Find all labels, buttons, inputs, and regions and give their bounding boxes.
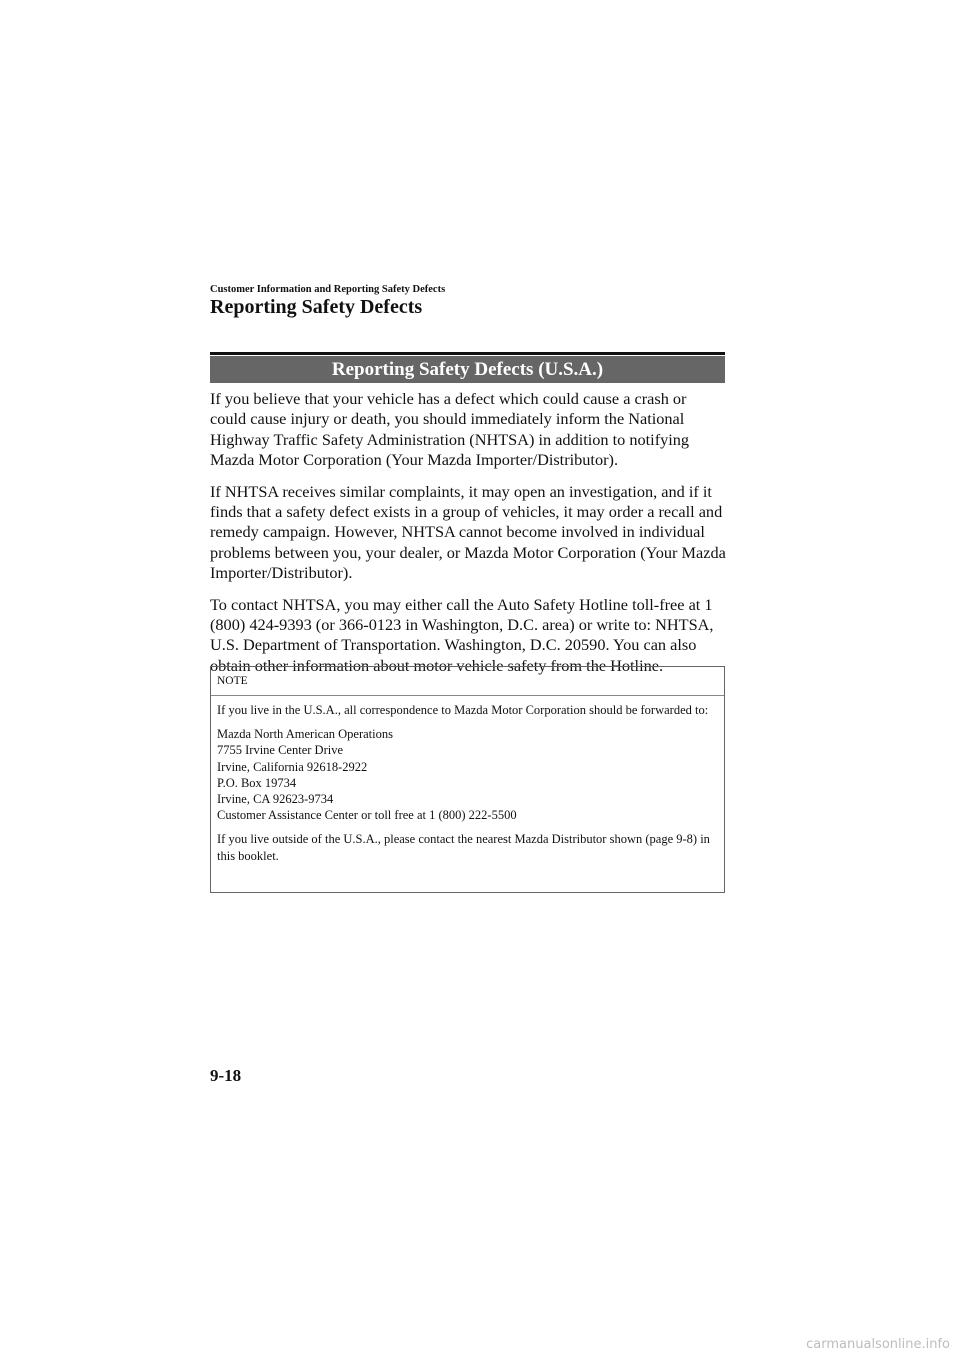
address-line: Irvine, California 92618-2922 [217, 759, 368, 774]
note-box [210, 666, 725, 893]
address-line: Mazda North American Operations [217, 727, 393, 742]
note-content [211, 696, 724, 864]
watermark: carmanualsonline.info [806, 1337, 950, 1352]
section-kicker: Customer Information and Reporting Safety Defects [210, 284, 446, 295]
body-paragraph: To contact NHTSA, you may either call the Auto Safety Hotline toll-free at 1 (800) 424-9393 (or 366-0123 in Washington, D.C. area) or write to: NHTSA, U.S. Department of Transportation. Washington, D.C. 20590. You can also obtain other information about motor vehicle safety from the Hotline. [210, 594, 714, 675]
address-line: Customer Assistance Center or toll free at 1 (800) 222-5500 [217, 808, 517, 823]
address-line: 7755 Irvine Center Drive [217, 743, 344, 758]
page-number: 9-18 [210, 1066, 242, 1085]
body-text [210, 389, 726, 687]
body-paragraph: If you believe that your vehicle has a defect which could cause a crash or could cause injury or death, you should immediately inform the National Highway Traffic Safety Administration (NHTSA) in addition to notifying Mazda Motor Corporation (Your Mazda Importer/Distributor). [210, 389, 690, 470]
note-outro: If you live outside of the U.S.A., please contact the nearest Mazda Distributor shown (page 9-8) in this booklet. [217, 832, 710, 863]
page-title: Reporting Safety Defects [210, 296, 423, 318]
note-address [217, 726, 718, 823]
title-rule [210, 352, 725, 355]
note-intro: If you live in the U.S.A., all correspondence to Mazda Motor Corporation should be forwarded to: [217, 703, 709, 717]
body-paragraph: If NHTSA receives similar complaints, it may open an investigation, and if it finds that a safety defect exists in a group of vehicles, it may order a recall and remedy campaign. However, NHTSA cannot become involved in individual problems between you, your dealer, or Mazda Motor Corporation (Your Mazda Importer/Distributor). [210, 481, 726, 583]
section-subheading: Reporting Safety Defects (U.S.A.) [210, 356, 725, 383]
address-line: P.O. Box 19734 [217, 775, 297, 790]
note-label: NOTE [211, 667, 724, 696]
address-line: Irvine, CA 92623-9734 [217, 792, 334, 807]
